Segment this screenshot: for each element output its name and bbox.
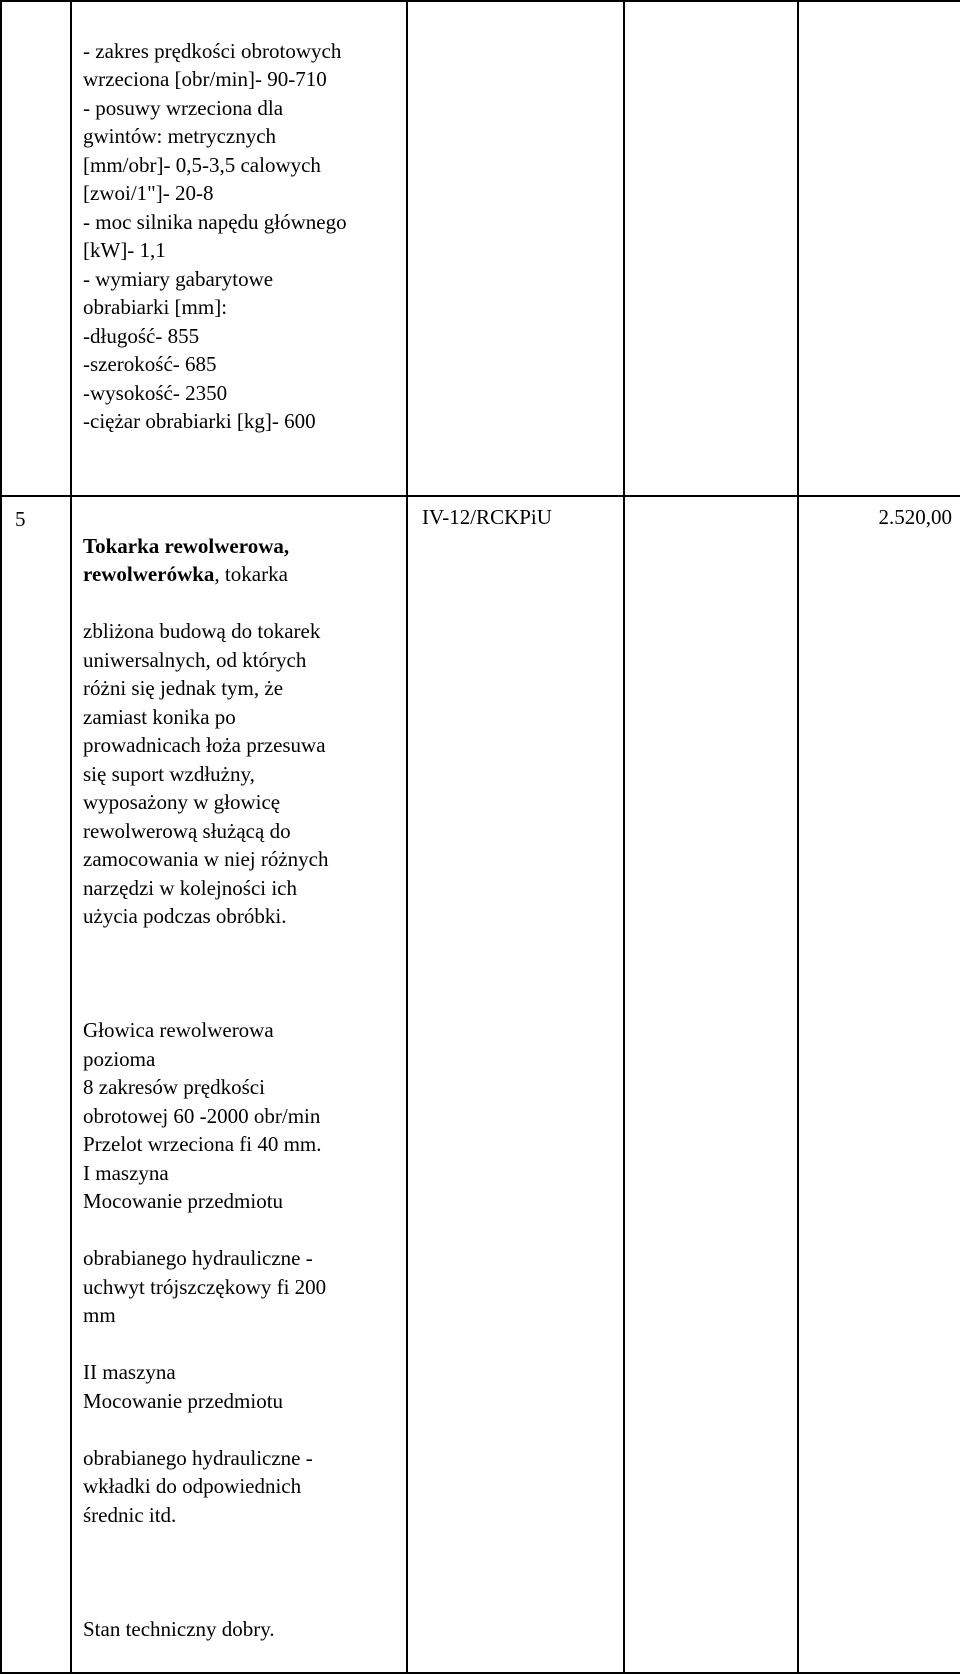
item-specs-d: obrabianego hydrauliczne - wkładki do odpowiednich średnic itd.	[83, 1445, 313, 1527]
description-cell	[71, 1, 407, 496]
table-row	[1, 1, 960, 496]
item-intro: zbliżona budową do tokarek uniwersalnych, od których różni się jednak tym, że zamiast konika po prowadnicach łoża przesuwa się suport wzdłużny, wyposażony w głowicę rewolwerową służącą do zamocowania w niej różnych narzędzi w kolejności ich użycia podczas obróbki.	[83, 619, 329, 928]
inventory-cell	[407, 1, 624, 496]
description-cell	[71, 496, 407, 1673]
item-title-suffix: , tokarka	[214, 562, 288, 586]
empty-cell	[624, 1, 798, 496]
item-description	[83, 532, 396, 589]
item-specs-b: obrabianego hydrauliczne - uchwyt trójszczękowy fi 200 mm	[83, 1246, 327, 1327]
spacer	[83, 1558, 396, 1587]
item-specs-a: Głowica rewolwerowa pozioma 8 zakresów prędkości obrotowej 60 -2000 obr/min Przelot wrzeciona fi 40 mm. I maszyna Mocowanie przedmiotu	[83, 1018, 322, 1213]
inventory-cell: IV-12/RCKPiU	[407, 496, 624, 1673]
table-row	[1, 496, 960, 1673]
spacer	[83, 959, 396, 988]
value-cell	[798, 1, 960, 496]
item-specs-c: II maszyna Mocowanie przedmiotu	[83, 1360, 284, 1413]
value-cell: 2.520,00	[798, 496, 960, 1673]
item-condition: Stan techniczny dobry.	[83, 1616, 275, 1641]
empty-cell	[624, 496, 798, 1673]
specification-text: - zakres prędkości obrotowych wrzeciona [obr/min]- 90-710 - posuwy wrzeciona dla gwintów: metrycznych [mm/obr]- 0,5-3,5 calowych [zwoi/1"]- 20-8 - moc silnika napędu głównego [kW]- 1,1 - wymiary gabarytowe obrabiarki [mm]: -długość- 855 -szerokość- 685 -wysokość- 2350 -ciężar obrabiarki [kg]- 600	[83, 38, 347, 433]
item-title: Tokarka rewolwerowa, rewolwerówka	[83, 533, 290, 586]
lp-cell	[1, 1, 71, 496]
lp-cell: 5	[1, 496, 71, 1673]
